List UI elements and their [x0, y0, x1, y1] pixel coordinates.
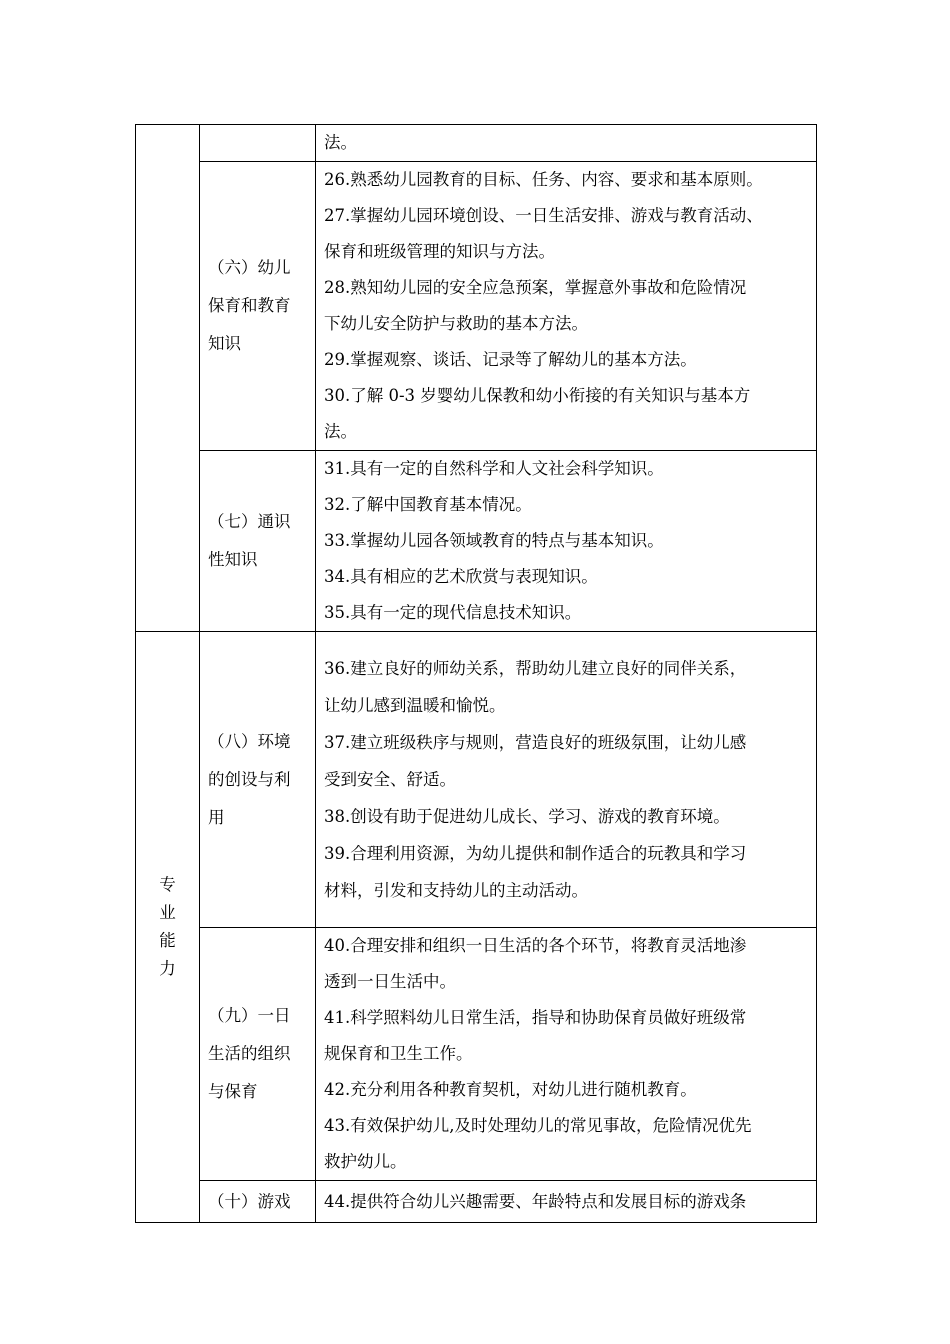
field-cell: [200, 451, 316, 632]
items-cell: [316, 451, 817, 632]
item-line: 28.熟知幼儿园的安全应急预案，掌握意外事故和危险情况: [324, 278, 747, 297]
item-line: 33.掌握幼儿园各领域教育的特点与基本知识。: [324, 531, 664, 550]
field-line: （十）游戏: [208, 1191, 291, 1211]
table-row: [136, 125, 817, 162]
field-line: （八）环境: [208, 731, 291, 751]
table-row: [136, 632, 817, 928]
item-line: 救护幼儿。: [324, 1152, 407, 1171]
table-row: [136, 1181, 817, 1223]
table-row: [136, 928, 817, 1181]
item-line: 37.建立班级秩序与规则，营造良好的班级氛围，让幼儿感: [324, 733, 747, 752]
field-line: （九）一日: [208, 1006, 291, 1025]
item-line: 法。: [324, 133, 357, 152]
item-line: 透到一日生活中。: [324, 972, 456, 991]
item-line: 39.合理利用资源，为幼儿提供和制作适合的玩教具和学习: [324, 844, 747, 863]
item-line: 30.了解 0-3 岁婴幼儿保教和幼小衔接的有关知识与基本方: [324, 386, 751, 405]
field-line: （七）通识: [208, 512, 291, 531]
item-line: 26.熟悉幼儿园教育的目标、任务、内容、要求和基本原则。: [324, 170, 763, 189]
item-line: 35.具有一定的现代信息技术知识。: [324, 603, 582, 622]
items-cell: [316, 162, 817, 451]
item-line: 42.充分利用各种教育契机，对幼儿进行随机教育。: [324, 1080, 697, 1099]
field-line: （六）幼儿: [208, 258, 291, 277]
field-line: 与保育: [208, 1082, 258, 1101]
area-cell-professional-knowledge: [136, 125, 200, 632]
field-line: 性知识: [208, 550, 258, 569]
item-line: 44.提供符合幼儿兴趣需要、年龄特点和发展目标的游戏条: [324, 1191, 747, 1211]
field-line: 保育和教育: [208, 296, 291, 315]
standards-table: [135, 124, 817, 1223]
item-line: 43.有效保护幼儿,及时处理幼儿的常见事故，危险情况优先: [324, 1116, 752, 1135]
item-line: 31.具有一定的自然科学和人文社会科学知识。: [324, 459, 664, 478]
item-line: 法。: [324, 422, 357, 441]
area-label-line: 能 力: [159, 931, 186, 978]
item-line: 29.掌握观察、谈话、记录等了解幼儿的基本方法。: [324, 350, 697, 369]
table-row: [136, 451, 817, 632]
items-cell: [316, 125, 817, 162]
area-cell-professional-ability: [136, 632, 200, 1223]
item-line: 让幼儿感到温暖和愉悦。: [324, 696, 506, 715]
item-line: 34.具有相应的艺术欣赏与表现知识。: [324, 567, 598, 586]
item-line: 41.科学照料幼儿日常生活，指导和协助保育员做好班级常: [324, 1008, 747, 1027]
field-line: 知识: [208, 334, 241, 353]
field-line: 的创设与利: [208, 769, 291, 789]
items-cell: [316, 1181, 817, 1223]
item-line: 32.了解中国教育基本情况。: [324, 495, 532, 514]
field-line: 生活的组织: [208, 1044, 291, 1063]
field-cell: [200, 125, 316, 162]
field-line: 用: [208, 807, 225, 827]
field-cell: [200, 632, 316, 928]
field-cell: [200, 1181, 316, 1223]
item-line: 27.掌握幼儿园环境创设、一日生活安排、游戏与教育活动、: [324, 206, 763, 225]
item-line: 保育和班级管理的知识与方法。: [324, 242, 555, 261]
item-line: 下幼儿安全防护与救助的基本方法。: [324, 314, 588, 333]
item-line: 40.合理安排和组织一日生活的各个环节，将教育灵活地渗: [324, 936, 747, 955]
items-cell: [316, 632, 817, 928]
item-line: 规保育和卫生工作。: [324, 1044, 473, 1063]
field-cell: [200, 162, 316, 451]
table-row: [136, 162, 817, 451]
item-line: 36.建立良好的师幼关系，帮助幼儿建立良好的同伴关系，: [324, 659, 747, 678]
item-line: 材料，引发和支持幼儿的主动活动。: [324, 881, 588, 900]
area-label-line: 专 业: [159, 875, 186, 922]
item-line: 38.创设有助于促进幼儿成长、学习、游戏的教育环境。: [324, 807, 730, 826]
item-line: 受到安全、舒适。: [324, 770, 456, 789]
items-cell: [316, 928, 817, 1181]
field-cell: [200, 928, 316, 1181]
